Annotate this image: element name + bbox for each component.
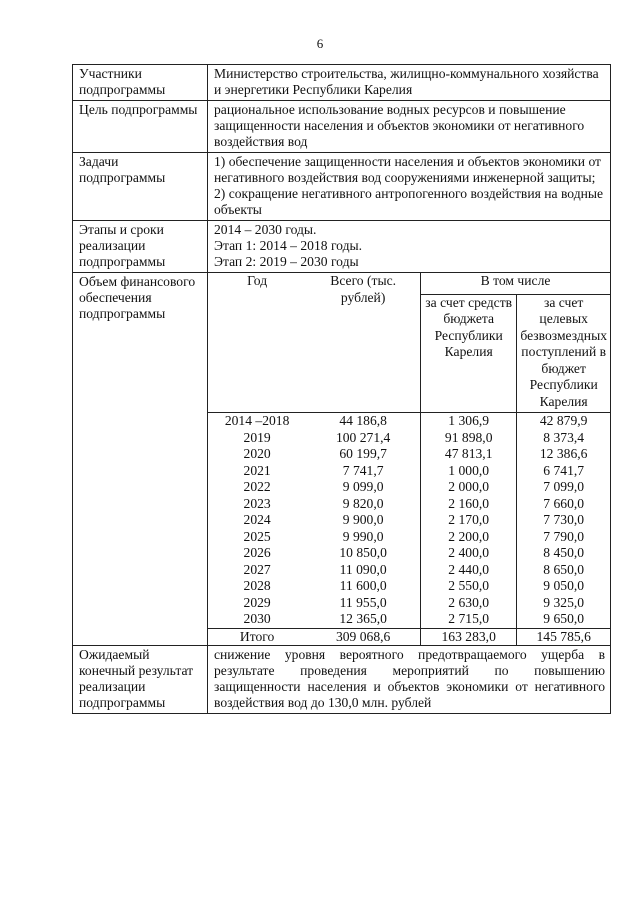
- cell-year: 2014 –2018: [224, 413, 290, 428]
- cell-budget: 2 200,0: [421, 529, 517, 546]
- cell-year: 2027: [243, 561, 271, 577]
- cell-year: 2021: [243, 462, 271, 478]
- cell-grants: 6 741,7: [543, 462, 585, 478]
- cell-budget: 2 170,0: [421, 512, 517, 529]
- total-budget: 163 283,0: [421, 628, 517, 645]
- result-value: снижение уровня вероятного предотвращаемого ущерба в результате проведения мероприятий по повышению защищенности населения и объектов экономики от негативного воздействия вод до 130,0 млн. рублей: [208, 646, 611, 714]
- cell-budget: 47 813,1: [421, 446, 517, 463]
- cell-budget: 2 440,0: [421, 562, 517, 579]
- cell-budget: 2 160,0: [421, 496, 517, 513]
- cell-total: 60 199,7: [306, 446, 420, 463]
- cell-total: 9 820,0: [306, 496, 420, 513]
- cell-grants: 42 879,9: [539, 413, 588, 428]
- header-year: Год: [208, 273, 306, 413]
- cell-budget: 2 630,0: [421, 595, 517, 612]
- task-item: 2) сокращение негативного антропогенного воздействия на водные объекты: [214, 186, 604, 217]
- cell-grants: 12 386,6: [539, 446, 588, 461]
- cell-year: 2020: [243, 446, 271, 461]
- cell-grants: 7 099,0: [543, 479, 585, 494]
- finance-table-row: [208, 413, 610, 430]
- cell-year: 2029: [243, 594, 271, 610]
- finance-table-row: [208, 463, 610, 480]
- cell-grants: 9 325,0: [543, 594, 585, 610]
- cell-budget: 1 306,9: [421, 413, 517, 430]
- cell-grants: 8 373,4: [543, 429, 585, 445]
- cell-total: 44 186,8: [306, 413, 420, 430]
- cell-grants: 7 790,0: [543, 528, 585, 544]
- cell-grants: 8 650,0: [543, 561, 585, 577]
- cell-total: 10 850,0: [306, 545, 420, 562]
- subprogram-passport-table: [72, 64, 611, 714]
- cell-grants: 7 660,0: [543, 495, 585, 511]
- stage-item: 2014 – 2030 годы.: [214, 222, 317, 237]
- finance-header-row: [208, 273, 610, 294]
- stage-item: Этап 2: 2019 – 2030 годы: [214, 254, 359, 269]
- goal-row: [73, 101, 611, 153]
- header-budget: за счет средств бюджета Республики Карелия: [421, 294, 517, 413]
- cell-grants: 9 050,0: [543, 578, 585, 593]
- total-total: 309 068,6: [306, 628, 420, 645]
- cell-total: 9 099,0: [306, 479, 420, 496]
- cell-budget: 1 000,0: [421, 463, 517, 480]
- cell-total: 12 365,0: [306, 611, 420, 628]
- total-year: Итого: [208, 628, 306, 645]
- cell-total: 9 900,0: [306, 512, 420, 529]
- finance-table-row: [208, 611, 610, 628]
- finance-label: Объем финансового обеспечения подпрограммы: [73, 273, 208, 646]
- cell-budget: 2 400,0: [421, 545, 517, 562]
- cell-budget: 91 898,0: [421, 430, 517, 447]
- stages-row: [73, 221, 611, 273]
- stages-value: [208, 221, 611, 273]
- participants-value: Министерство строительства, жилищно-коммунального хозяйства и энергетики Республики Карелия: [208, 65, 611, 101]
- cell-total: 11 955,0: [306, 595, 420, 612]
- cell-total: 11 600,0: [306, 578, 420, 595]
- finance-table-row: [208, 545, 610, 562]
- cell-total: 11 090,0: [306, 562, 420, 579]
- cell-year: 2030: [243, 611, 271, 626]
- header-including: В том числе: [421, 273, 610, 294]
- finance-table-row: [208, 446, 610, 463]
- cell-grants: 8 450,0: [543, 545, 585, 560]
- finance-table-row: [208, 512, 610, 529]
- finance-table-row: [208, 430, 610, 447]
- cell-year: 2022: [243, 479, 271, 494]
- finance-table-row: [208, 479, 610, 496]
- finance-row: [73, 273, 611, 646]
- result-row: [73, 646, 611, 714]
- cell-year: 2026: [243, 545, 271, 560]
- participants-row: [73, 65, 611, 101]
- cell-budget: 2 715,0: [421, 611, 517, 628]
- cell-budget: 2 550,0: [421, 578, 517, 595]
- cell-budget: 2 000,0: [421, 479, 517, 496]
- participants-label: Участники подпрограммы: [73, 65, 208, 101]
- goal-value: рациональное использование водных ресурсов и повышение защищенности населения и объектов экономики от негативного воздействия вод: [208, 101, 611, 153]
- task-item: 1) обеспечение защищенности населения и объектов экономики от негативного воздействия вод сооружениями инженерной защиты;: [214, 154, 602, 185]
- finance-table-row: [208, 562, 610, 579]
- finance-table-row: [208, 595, 610, 612]
- finance-table: [208, 273, 610, 645]
- finance-total-row: [208, 628, 610, 645]
- header-total: Всего (тыс. рублей): [306, 273, 420, 413]
- tasks-label: Задачи подпрограммы: [73, 153, 208, 221]
- page-number: 6: [316, 36, 324, 51]
- finance-table-row: [208, 529, 610, 546]
- cell-total: 100 271,4: [306, 430, 420, 447]
- cell-grants: 7 730,0: [543, 512, 585, 527]
- tasks-row: [73, 153, 611, 221]
- cell-year: 2019: [243, 429, 271, 445]
- finance-value: [208, 273, 611, 646]
- cell-year: 2024: [243, 512, 271, 527]
- cell-year: 2025: [243, 528, 271, 544]
- cell-year: 2028: [243, 578, 271, 593]
- cell-year: 2023: [243, 495, 271, 511]
- result-label: Ожидаемый конечный результат реализации подпрограммы: [73, 646, 208, 714]
- stage-item: Этап 1: 2014 – 2018 годы.: [214, 238, 363, 253]
- cell-total: 7 741,7: [306, 463, 420, 480]
- header-grants: за счет целевых безвозмездных поступлений в бюджет Республики Карелия: [517, 294, 610, 413]
- total-grants: 145 785,6: [517, 628, 610, 645]
- stages-label: Этапы и сроки реализации подпрограммы: [73, 221, 208, 273]
- cell-grants: 9 650,0: [543, 611, 585, 626]
- cell-total: 9 990,0: [306, 529, 420, 546]
- goal-label: Цель подпрограммы: [73, 101, 208, 153]
- finance-table-row: [208, 578, 610, 595]
- tasks-value: [208, 153, 611, 221]
- finance-table-row: [208, 496, 610, 513]
